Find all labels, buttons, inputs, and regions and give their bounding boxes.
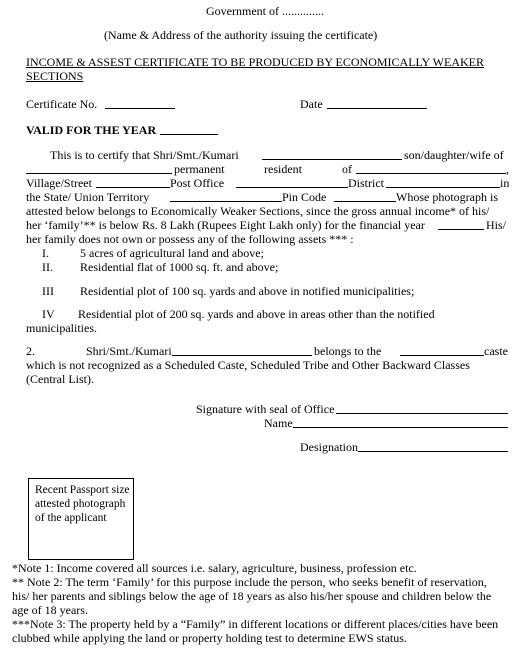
note-2-line3: age of 18 years. (12, 603, 88, 617)
date-label: Date (300, 97, 323, 111)
name-label: Name (264, 416, 293, 430)
para2-c: caste (484, 344, 508, 358)
p1-line6-a: her ‘family’** is below Rs. 8 Lakh (Rupees Eight Lakh only) for the financial year (26, 218, 425, 232)
photo-box-line3: of the applicant (35, 512, 107, 524)
government-of-line: Government of .............. (206, 4, 324, 18)
p1-line3-b: Post Office (170, 176, 225, 190)
village-blank[interactable] (96, 187, 170, 188)
p1-line3-c: District (348, 176, 384, 190)
asset-text: Residential plot of 200 sq. yards and above in areas other than the notified (78, 307, 435, 321)
asset-num: IV (42, 307, 55, 321)
state-blank[interactable] (170, 201, 282, 202)
asset-text: 5 acres of agricultural land and above; (80, 246, 264, 260)
parent-name-blank[interactable] (26, 173, 172, 174)
certificate-title-line1: INCOME & ASSEST CERTIFICATE TO BE PRODUCED BY ECONOMICALLY WEAKER (26, 55, 484, 69)
designation-blank[interactable] (358, 451, 508, 452)
p1-line7: her family does not own or possess any of the following assets *** : (26, 232, 354, 246)
officer-name-blank[interactable] (293, 427, 508, 428)
p1-line3-a: Village/Street (26, 176, 92, 190)
asset-num: I. (42, 246, 49, 260)
para2-l2: which is not recognized as a Scheduled Caste, Scheduled Tribe and Other Backward Classes (26, 358, 470, 372)
asset-text: Residential flat of 1000 sq. ft. and above; (80, 260, 279, 274)
post-office-blank[interactable] (236, 187, 348, 188)
asset-num: II. (42, 260, 53, 274)
note-2-line2: his/ her parents and siblings below the age of 18 years as also his/her spouse and children below the (12, 589, 492, 603)
p1-line1-a: This is to certify that Shri/Smt./Kumari (50, 148, 239, 162)
p1-line4-c: Whose photograph is (396, 190, 498, 204)
para2-name-blank[interactable] (172, 355, 312, 356)
authority-line: (Name & Address of the authority issuing the certificate) (104, 28, 378, 42)
certificate-no-label: Certificate No. (26, 97, 98, 111)
p1-line4-b: Pin Code (282, 190, 327, 204)
para2-a: Shri/Smt./Kumari (86, 344, 172, 358)
signature-label: Signature with seal of Office (196, 402, 335, 416)
note-2-line1: ** Note 2: The term ‘Family’ for this purpose include the person, who seeks benefit of reservation, (12, 575, 487, 589)
valid-year-blank[interactable] (160, 134, 218, 135)
pin-code-blank[interactable] (334, 201, 396, 202)
note-1: *Note 1: Income covered all sources i.e. salary, agriculture, business, profession etc. (12, 561, 417, 575)
p1-line2-a: permanent (174, 162, 225, 176)
note-3-line2: clubbed while applying the land or property holding test to determine EWS status. (12, 631, 407, 645)
photo-box-line2: attested photograph (35, 498, 126, 510)
p1-line2-b: resident (264, 162, 302, 176)
asset-text-cont: municipalities. (26, 321, 97, 335)
para2-num: 2. (26, 344, 35, 358)
residence-blank[interactable] (356, 173, 506, 174)
photograph-box (28, 478, 134, 560)
date-blank[interactable] (327, 108, 427, 109)
certificate-title-line2: SECTIONS (26, 69, 84, 83)
asset-num: III (42, 284, 54, 298)
photo-box-line1: Recent Passport size (35, 484, 130, 496)
p1-line5: attested below belongs to Economically Weaker Sections, since the gross annual income* of his/ (26, 204, 490, 218)
valid-for-label: VALID FOR THE YEAR (26, 123, 157, 137)
para2-b: belongs to the (314, 344, 382, 358)
district-blank[interactable] (386, 187, 500, 188)
p1-line2-c: of (342, 162, 352, 176)
name-blank[interactable] (262, 159, 402, 160)
p1-line6-b: His/ (486, 218, 507, 232)
note-3-line1: ***Note 3: The property held by a “Family” in different locations or different places/cities have been (12, 617, 499, 631)
financial-year-blank[interactable] (438, 229, 484, 230)
p1-line4-a: the State/ Union Territory (26, 190, 150, 204)
certificate-no-blank[interactable] (105, 108, 175, 109)
p1-line1-b: son/daughter/wife of (404, 148, 504, 162)
asset-text: Residential plot of 100 sq. yards and above in notified municipalities; (80, 284, 415, 298)
caste-blank[interactable] (400, 355, 484, 356)
para2-l3: (Central List). (26, 372, 94, 386)
p1-line2-d: , (506, 162, 509, 176)
designation-label: Designation (300, 440, 358, 454)
signature-blank[interactable] (336, 413, 508, 414)
p1-line3-d: in (500, 176, 510, 190)
